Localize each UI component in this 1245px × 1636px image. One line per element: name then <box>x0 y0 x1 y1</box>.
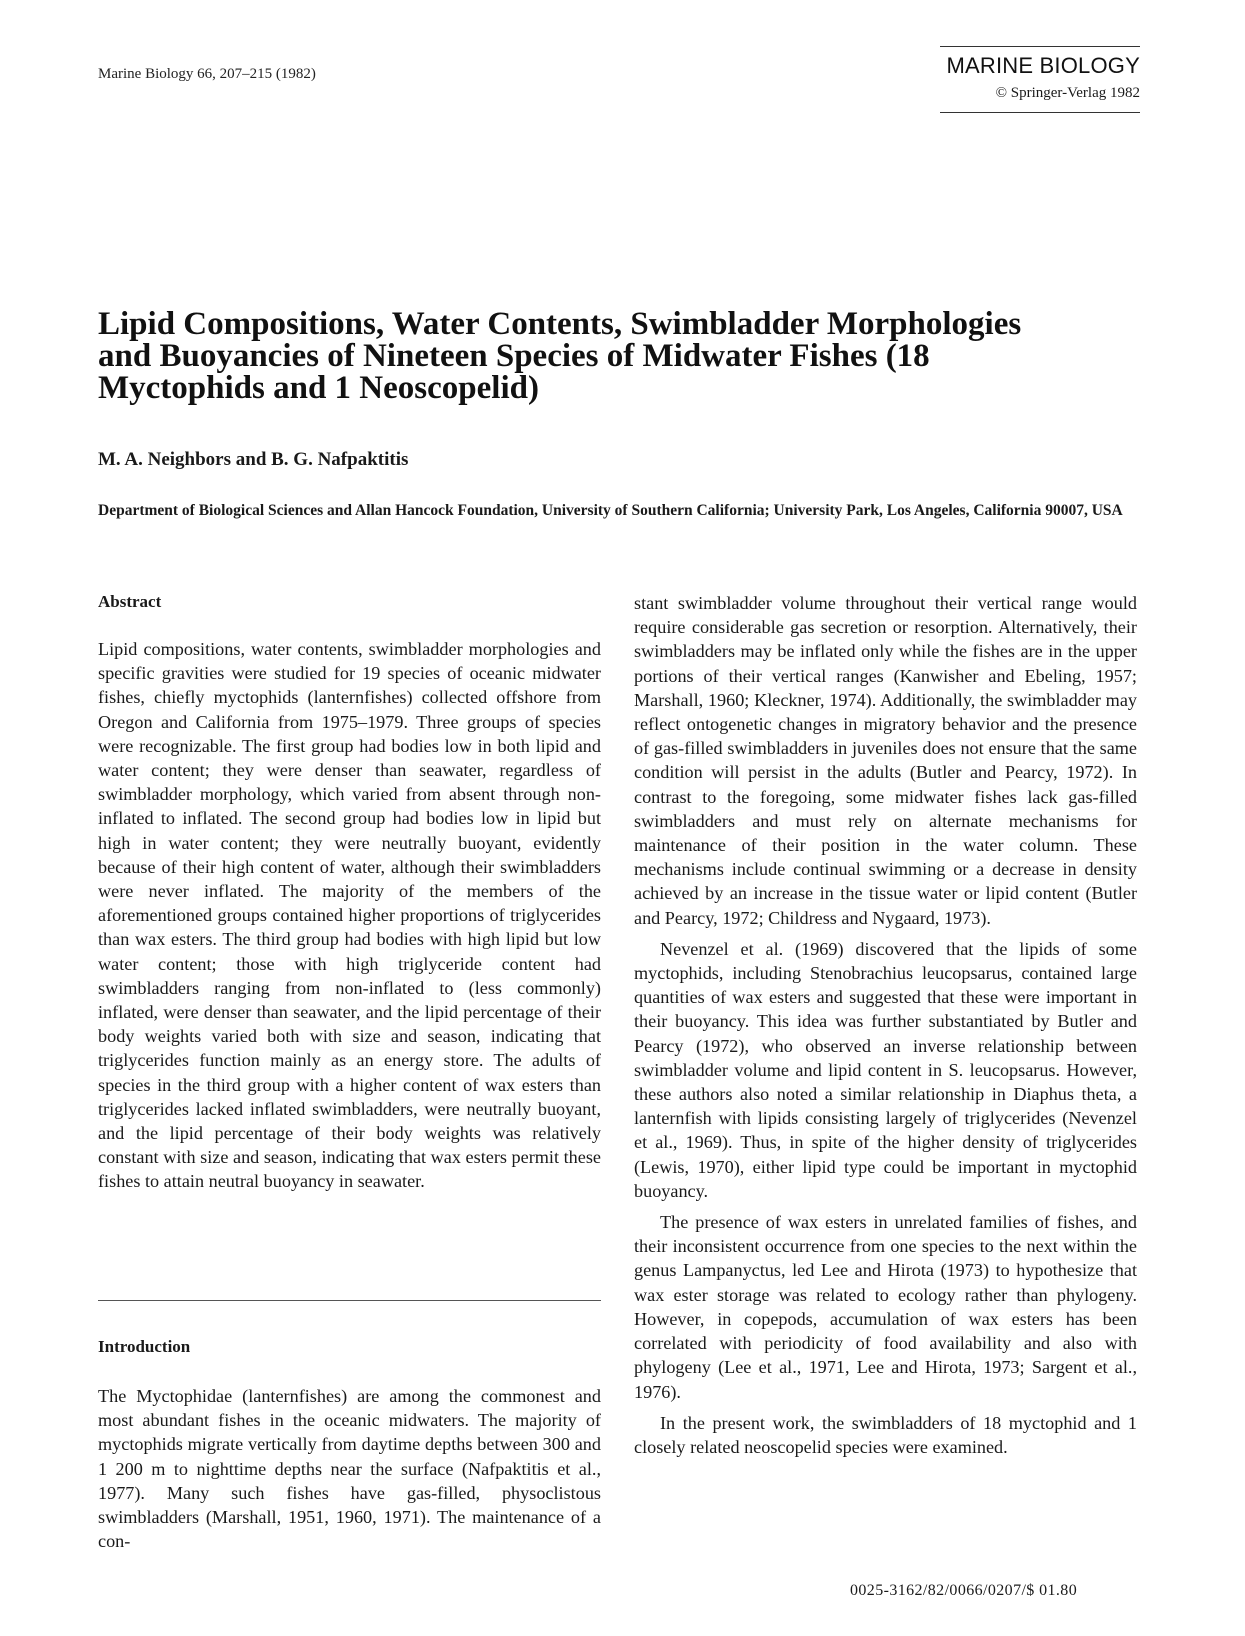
article-title: Lipid Compositions, Water Contents, Swimbladder Morphologies and Buoyancies of Nineteen Species of Midwater Fishes (18 Myctophids and 1 Neoscopelid) <box>98 306 1022 406</box>
journal-masthead <box>940 46 1140 113</box>
masthead-bottom-rule <box>940 112 1140 113</box>
article-authors: M. A. Neighbors and B. G. Nafpaktitis <box>98 449 409 470</box>
journal-reference: Marine Biology 66, 207–215 (1982) <box>98 66 316 82</box>
right-column <box>634 591 1137 1459</box>
introduction-paragraph-2: Nevenzel et al. (1969) discovered that the lipids of some myctophids, including Stenobrachius leucopsarus, contained large quantities of wax esters and suggested that these were important in their buoyancy. This idea was further substantiated by Butler and Pearcy (1972), who observed an inverse relationship between swimbladder volume and lipid content in S. leucopsarus. However, these authors also noted a similar relationship in Diaphus theta, a lanternfish with lipids consisting largely of triglycerides (Nevenzel et al., 1969). Thus, in spite of the higher density of triglycerides (Lewis, 1970), either lipid type could be important in myctophid buoyancy. <box>634 938 1137 1201</box>
masthead-top-rule <box>940 46 1140 47</box>
section-divider <box>98 1300 601 1301</box>
introduction-paragraph-1: The Myctophidae (lanternfishes) are among the commonest and most abundant fishes in the oceanic midwaters. The majority of myctophids migrate vertically from daytime depths between 300 and 1 200 m to nighttime depths near the surface (Nafpaktitis et al., 1977). Many such fishes have gas-filled, physoclistous swimbladders (Marshall, 1951, 1960, 1971). The maintenance of a con- <box>98 1386 601 1552</box>
article-code: 0025-3162/82/0066/0207/$ 01.80 <box>850 1582 1078 1599</box>
abstract-text <box>98 637 601 1194</box>
journal-name: MARINE BIOLOGY <box>946 53 1140 78</box>
author-affiliation: Department of Biological Sciences and Allan Hancock Foundation, University of Southern California; University Park, Los Angeles, California 90007, USA <box>98 502 1123 519</box>
introduction-heading: Introduction <box>98 1337 191 1356</box>
introduction-paragraph-1-continued: stant swimbladder volume throughout their vertical range would require considerable gas secretion or resorption. Alternatively, their swimbladders may be inflated only while the fishes are in the upper portions of their vertical ranges (Kanwisher and Ebeling, 1957; Marshall, 1960; Kleckner, 1974). Additionally, the swimbladder may reflect ontogenetic changes in migratory behavior and the presence of gas-filled swimbladders in juveniles does not ensure that the same condition will persist in the adults (Butler and Pearcy, 1972). In contrast to the foregoing, some midwater fishes lack gas-filled swimbladders and must rely on alternate mechanisms for maintenance of their position in the water column. These mechanisms include continual swimming or a decrease in density achieved by an increase in the tissue water or lipid content (Butler and Pearcy, 1972; Childress and Nygaard, 1973). <box>634 593 1137 928</box>
introduction-paragraph-4: In the present work, the swimbladders of 18 myctophid and 1 closely related neoscopelid species were examined. <box>634 1412 1137 1457</box>
abstract-paragraph: Lipid compositions, water contents, swimbladder morphologies and specific gravities were studied for 19 species of oceanic midwater fishes, chiefly myctophids (lanternfishes) collected offshore from Oregon and California from 1975–1979. Three groups of species were recognizable. The first group had bodies low in both lipid and water content; they were denser than seawater, regardless of swimbladder morphology, which varied from absent through non-inflated to inflated. The second group had bodies low in lipid but high in water content; they were neutrally buoyant, evidently because of their high content of water, although their swimbladders were never inflated. The majority of the members of the aforementioned groups contained higher proportions of triglycerides than wax esters. The third group had bodies with high lipid but low water content; those with high triglyceride content had swimbladders ranging from non-inflated to (less commonly) inflated, were denser than seawater, and the lipid percentage of their body weights varied both with size and season, indicating that triglycerides function mainly as an energy store. The adults of species in the third group with a higher content of wax esters than triglycerides lacked inflated swimbladders, were neutrally buoyant, and the lipid percentage of their body weights was relatively constant with size and season, indicating that wax esters permit these fishes to attain neutral buoyancy in seawater. <box>98 639 601 1192</box>
abstract-heading: Abstract <box>98 592 162 611</box>
publisher-copyright: © Springer-Verlag 1982 <box>995 85 1140 101</box>
introduction-paragraph-3: The presence of wax esters in unrelated families of fishes, and their inconsistent occurrence from one species to the next within the genus Lampanyctus, led Lee and Hirota (1973) to hypothesize that wax ester storage was related to ecology rather than phylogeny. However, in copepods, accumulation of wax esters has been correlated with periodicity of food availability and also with phylogeny (Lee et al., 1971, Lee and Hirota, 1973; Sargent et al., 1976). <box>634 1212 1137 1402</box>
introduction-left-column <box>98 1384 601 1553</box>
